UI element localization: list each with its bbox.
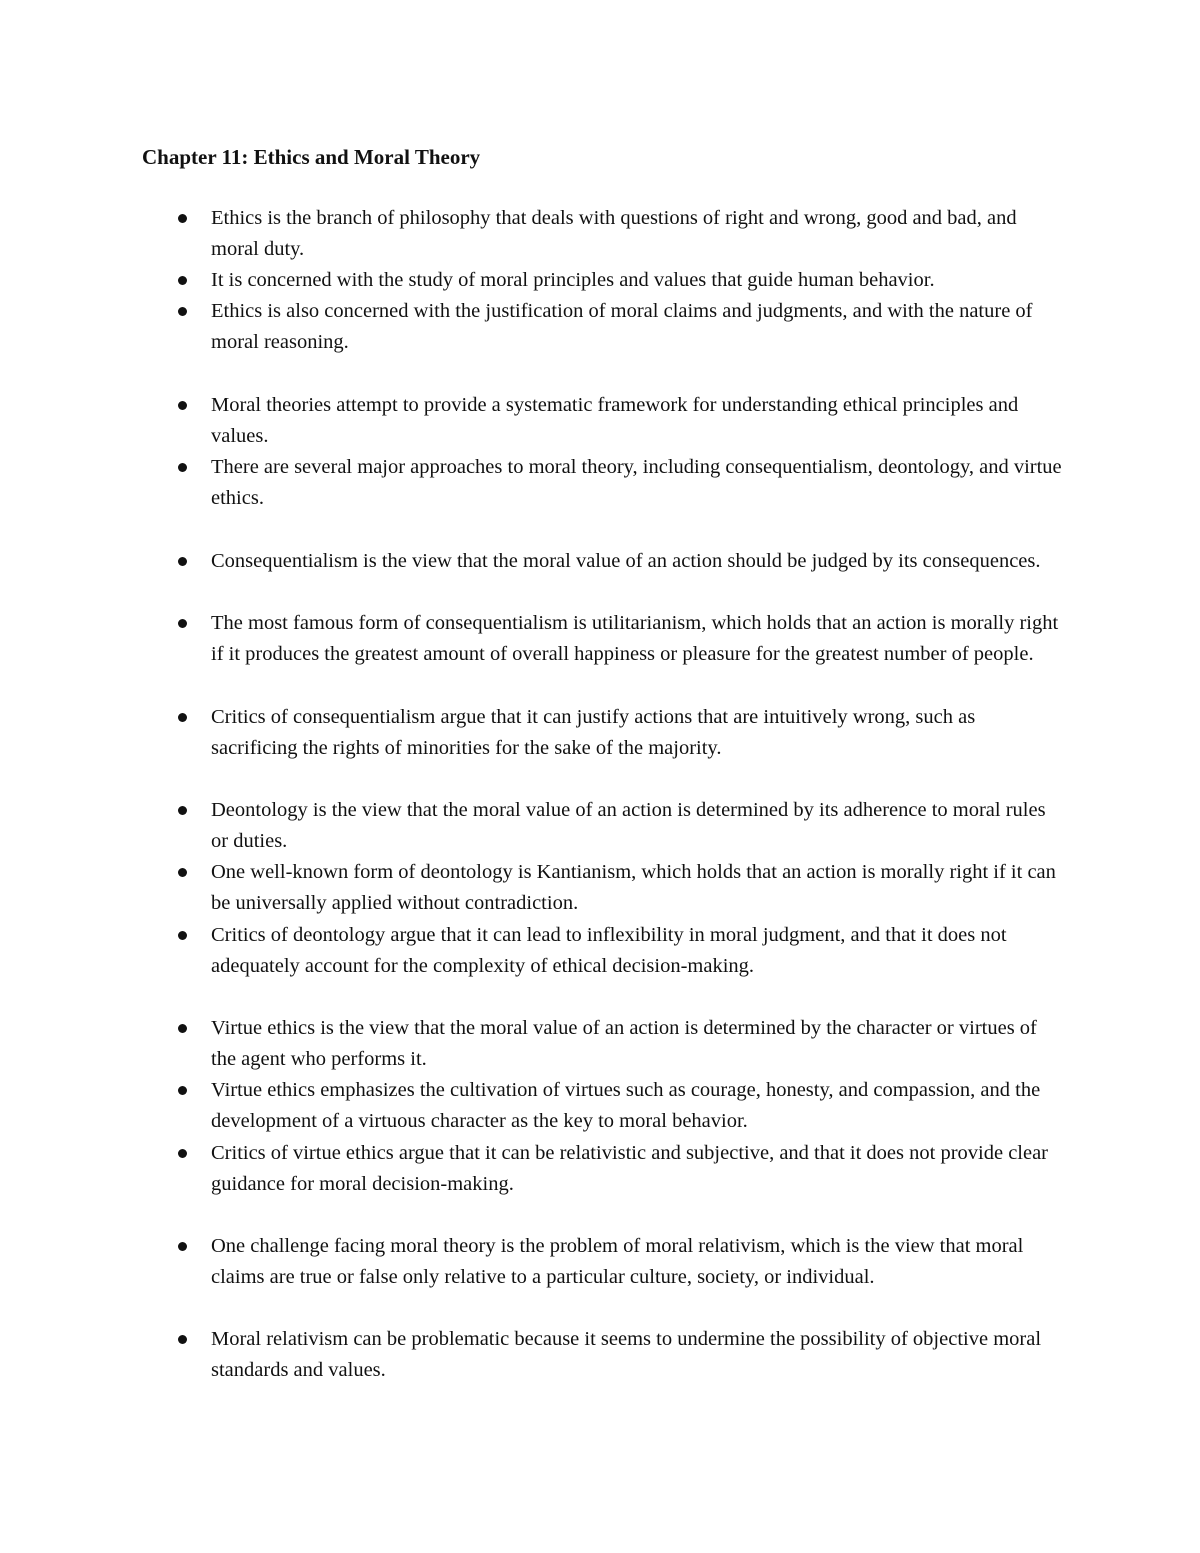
list-item-text: Critics of virtue ethics argue that it can be relativistic and subjective, and that it does not provide clear guidance for moral decision-making. (211, 1142, 1049, 1196)
bullet-icon (178, 713, 187, 722)
list-item (211, 795, 1066, 857)
list-item-text: Moral theories attempt to provide a systematic framework for understanding ethical principles and values. (211, 394, 1019, 448)
list-item-text: Critics of deontology argue that it can lead to inflexibility in moral judgment, and that it does not adequately account for the complexity of ethical decision-making. (211, 924, 1007, 978)
bullet-icon (178, 463, 187, 472)
list-item-text: Critics of consequentialism argue that it can justify actions that are intuitively wrong, such as sacrificing the rights of minorities for the sake of the majority. (211, 706, 976, 760)
list-item (211, 1138, 1066, 1200)
bullet-icon (178, 214, 187, 223)
bullet-icon (178, 401, 187, 410)
list-item-text: Virtue ethics emphasizes the cultivation of virtues such as courage, honesty, and compassion, and the development of a virtuous character as the key to moral behavior. (211, 1079, 1041, 1133)
list-item-text: Moral relativism can be problematic because it seems to undermine the possibility of objective moral standards and values. (211, 1328, 1042, 1382)
bullet-icon (178, 1086, 187, 1095)
list-item (211, 203, 1066, 265)
bullet-icon (178, 619, 187, 628)
list-item (211, 1324, 1066, 1386)
bullet-icon (178, 931, 187, 940)
bullet-icon (178, 1149, 187, 1158)
list-item (211, 390, 1066, 452)
list-item (211, 920, 1066, 982)
list-item (211, 702, 1066, 764)
list-item-text: One challenge facing moral theory is the problem of moral relativism, which is the view that moral claims are true or false only relative to a particular culture, society, or individual. (211, 1235, 1024, 1289)
list-item (211, 265, 1066, 296)
list-item-text: Ethics is the branch of philosophy that deals with questions of right and wrong, good and bad, and moral duty. (211, 207, 1017, 261)
list-item (211, 857, 1066, 919)
list-item-text: The most famous form of consequentialism is utilitarianism, which holds that an action is morally right if it produces the greatest amount of overall happiness or pleasure for the greatest number of people. (211, 612, 1059, 666)
list-item (211, 546, 1066, 577)
list-item-text: Ethics is also concerned with the justification of moral claims and judgments, and with the nature of moral reasoning. (211, 300, 1033, 354)
list-item (211, 1013, 1066, 1075)
bullet-icon (178, 557, 187, 566)
bullet-icon (178, 276, 187, 285)
list-item-text: Virtue ethics is the view that the moral value of an action is determined by the character or virtues of the agent who performs it. (211, 1017, 1037, 1071)
list-item (211, 1231, 1066, 1293)
bullet-icon (178, 1024, 187, 1033)
list-item (211, 608, 1066, 670)
list-item-text: Deontology is the view that the moral value of an action is determined by its adherence to moral rules or duties. (211, 799, 1046, 853)
list-item-text: There are several major approaches to moral theory, including consequentialism, deontology, and virtue ethics. (211, 456, 1062, 510)
list-item (211, 1075, 1066, 1137)
list-item-text: One well-known form of deontology is Kantianism, which holds that an action is morally right if it can be universally applied without contradiction. (211, 861, 1056, 915)
bullet-icon (178, 1335, 187, 1344)
bullet-icon (178, 1242, 187, 1251)
bullet-icon (178, 307, 187, 316)
list-item (211, 296, 1066, 358)
bullet-icon (178, 868, 187, 877)
list-item-text: Consequentialism is the view that the moral value of an action should be judged by its consequences. (211, 550, 1041, 572)
list-item-text: It is concerned with the study of moral principles and values that guide human behavior. (211, 269, 935, 291)
bullet-icon (178, 806, 187, 815)
page-title: Chapter 11: Ethics and Moral Theory (142, 145, 481, 169)
list-item (211, 452, 1066, 514)
